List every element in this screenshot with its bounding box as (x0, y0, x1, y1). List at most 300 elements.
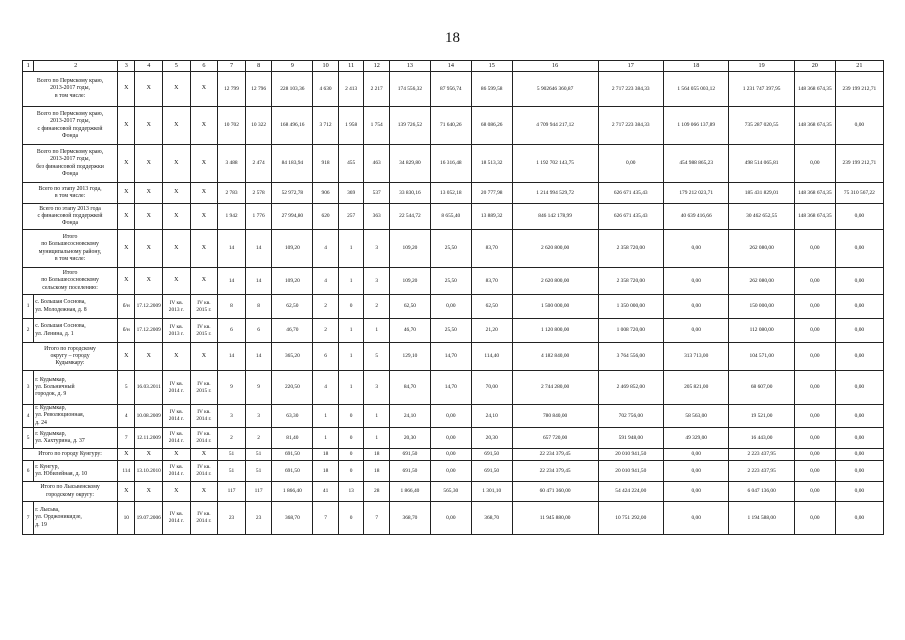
line-text: г. Кунгур, (35, 463, 59, 470)
value-cell: 0,00 (663, 319, 728, 343)
value-cell: 1 500 000,00 (512, 295, 598, 319)
value-cell: 109,20 (272, 230, 313, 268)
value-cell: 4 630 (313, 72, 339, 107)
row-title-cell (23, 268, 118, 295)
value-cell: 3 (245, 405, 272, 428)
value-cell: 1 (338, 343, 364, 371)
value-cell: 16 316,48 (430, 145, 471, 183)
summary-row (23, 268, 884, 295)
line-text: ул. Юбилейная, д. 10 (35, 471, 88, 477)
value-cell: 313 713,00 (663, 343, 728, 371)
value-cell: 0,00 (835, 268, 883, 295)
value-cell: X (163, 107, 191, 145)
value-cell: 14 (245, 230, 272, 268)
value-cell: 0,00 (794, 319, 835, 343)
object-row (23, 461, 884, 482)
object-row (23, 371, 884, 405)
line-text: 2014 г. (168, 518, 184, 524)
line-text: Итого (62, 270, 78, 277)
value-cell: 117 (218, 482, 246, 502)
line-text: ул. Ленина, д. 1 (35, 330, 74, 337)
value-cell: 22 234 379,45 (512, 449, 598, 461)
value-cell: 22 234 379,45 (512, 461, 598, 482)
value-cell: 2 358 720,00 (598, 268, 663, 295)
column-number-cell: 21 (835, 61, 883, 72)
summary-row (23, 230, 884, 268)
value-cell: 2 620 800,00 (512, 230, 598, 268)
value-cell: 62,50 (272, 295, 313, 319)
value-cell: 368,70 (272, 502, 313, 535)
value-cell: X (190, 204, 218, 230)
column-number-cell: 18 (663, 61, 728, 72)
line-text: 2015 г. (196, 387, 212, 394)
value-cell: 5 (364, 343, 390, 371)
line-text: Итого по городу Кунгуру: (38, 450, 102, 457)
value-cell: 365,20 (272, 343, 313, 371)
value-cell: 84 183,94 (272, 145, 313, 183)
value-cell: 1 301,10 (471, 482, 512, 502)
value-cell: 2 (313, 295, 339, 319)
column-number-cell: 12 (364, 61, 390, 72)
line-text: 2015 г. (196, 306, 212, 313)
value-cell: 13 052,18 (430, 183, 471, 204)
column-number-cell: 4 (135, 61, 163, 72)
value-cell: 11 945 880,00 (512, 502, 598, 535)
planned-date-cell (163, 405, 191, 428)
value-cell: 2 717 223 384,33 (598, 72, 663, 107)
value-cell: 148 368 674,35 (794, 107, 835, 145)
line-text: в том числе: (54, 255, 86, 262)
planned-date-cell (190, 405, 218, 428)
value-cell: 0,00 (794, 343, 835, 371)
value-cell: 46,70 (389, 319, 430, 343)
line-text: д. 24 (35, 419, 47, 426)
value-cell: 18 (313, 449, 339, 461)
document-number-cell: б/н (118, 295, 135, 319)
value-cell: 139 726,52 (389, 107, 430, 145)
value-cell: X (118, 449, 135, 461)
value-cell: 0,00 (835, 295, 883, 319)
column-number-cell: 6 (190, 61, 218, 72)
line-text: 2013-2017 годы, (50, 156, 90, 163)
value-cell: 3 (364, 268, 390, 295)
value-cell: 129,10 (389, 343, 430, 371)
value-cell: 1 (338, 268, 364, 295)
value-cell: X (118, 145, 135, 183)
value-cell: 174 556,32 (389, 72, 430, 107)
value-cell: 1 231 747 397,95 (729, 72, 794, 107)
value-cell: 691,50 (389, 461, 430, 482)
value-cell: 84,70 (389, 371, 430, 405)
row-title-cell (23, 107, 118, 145)
column-number-cell: 19 (729, 61, 794, 72)
column-number-cell: 10 (313, 61, 339, 72)
value-cell: 1 754 (364, 107, 390, 145)
value-cell: 1 866,40 (389, 482, 430, 502)
value-cell: X (118, 183, 135, 204)
line-text: ул. Орджоникидзе, (35, 514, 82, 521)
value-cell: 51 (245, 461, 272, 482)
line-text: с финансовой поддержкой (37, 212, 103, 219)
value-cell: 114,40 (471, 343, 512, 371)
value-cell: X (190, 183, 218, 204)
planned-date-cell (163, 371, 191, 405)
data-table-container (22, 60, 884, 535)
value-cell: 4 (313, 268, 339, 295)
value-cell: 0,00 (663, 295, 728, 319)
line-text: г. Кудымкар, (35, 376, 66, 383)
value-cell: 3 (218, 405, 246, 428)
line-text: Всего по этапу 2013 года (39, 205, 101, 212)
line-text: по Большесосновскому (41, 277, 99, 284)
value-cell: 40 639 416,66 (663, 204, 728, 230)
value-cell: 52 972,78 (272, 183, 313, 204)
line-text: сельскому поселению: (42, 284, 98, 291)
planned-date-cell (163, 461, 191, 482)
value-cell: 58 563,00 (663, 405, 728, 428)
value-cell: 20 010 941,50 (598, 461, 663, 482)
line-text: Всего по Пермскому краю, (36, 149, 104, 156)
value-cell: 1 (364, 428, 390, 449)
value-cell: X (135, 230, 163, 268)
line-text: муниципальному району, (38, 248, 102, 255)
value-cell: 262 080,00 (729, 230, 794, 268)
value-cell: X (135, 343, 163, 371)
value-cell: 0 (338, 449, 364, 461)
value-cell: 0,00 (430, 449, 471, 461)
column-number-cell: 17 (598, 61, 663, 72)
document-number-cell: б/н (118, 319, 135, 343)
column-number-cell: 15 (471, 61, 512, 72)
value-cell: 0,00 (794, 295, 835, 319)
value-cell: 657 720,00 (512, 428, 598, 449)
value-cell: 257 (338, 204, 364, 230)
line-text: 2013 г. (168, 306, 184, 313)
value-cell: X (163, 183, 191, 204)
value-cell: 2 744 280,00 (512, 371, 598, 405)
value-cell: 6 (313, 343, 339, 371)
value-cell: X (118, 107, 135, 145)
value-cell: 454 988 865,23 (663, 145, 728, 183)
value-cell: 1 (364, 319, 390, 343)
value-cell: 148 368 674,35 (794, 72, 835, 107)
value-cell: 0 (338, 461, 364, 482)
line-text: городскому округу: (46, 491, 94, 498)
value-cell: 14,70 (430, 343, 471, 371)
value-cell: X (135, 72, 163, 107)
line-text: IV кв. (169, 409, 184, 416)
line-text: 2014 г. (196, 438, 212, 444)
value-cell: 1 (338, 371, 364, 405)
line-text: г. Кудымкар, (35, 430, 66, 437)
value-cell: 10 702 (218, 107, 246, 145)
value-cell: 2 (364, 295, 390, 319)
document-date-cell: 12.11.2009 (135, 428, 163, 449)
document-date-cell: 16.03.2011 (135, 371, 163, 405)
column-number-cell: 7 (218, 61, 246, 72)
value-cell: 150 000,00 (729, 295, 794, 319)
line-text: городок, д. 9 (35, 391, 67, 398)
value-cell: 20 777,98 (471, 183, 512, 204)
line-text: по Большесосновскому (41, 241, 99, 248)
line-text: Всего по Пермскому краю, (36, 111, 104, 118)
value-cell: 463 (364, 145, 390, 183)
object-row (23, 405, 884, 428)
value-cell: 0 (338, 502, 364, 535)
value-cell: 0 (338, 405, 364, 428)
planned-date-cell (163, 295, 191, 319)
value-cell: 0,00 (835, 482, 883, 502)
value-cell: 20 010 941,50 (598, 449, 663, 461)
line-text: 2014 г. (196, 518, 212, 524)
value-cell: 62,50 (471, 295, 512, 319)
value-cell: 2 (313, 319, 339, 343)
value-cell: 68 086,26 (471, 107, 512, 145)
header-row (23, 61, 884, 72)
value-cell: 109,20 (389, 268, 430, 295)
value-cell: X (118, 268, 135, 295)
value-cell: 18 513,32 (471, 145, 512, 183)
line-text: Кудымкару: (55, 360, 85, 367)
value-cell: 4 (313, 371, 339, 405)
line-text: ул. Революционная, (35, 412, 85, 419)
value-cell: 33 830,16 (389, 183, 430, 204)
summary-row (23, 449, 884, 461)
row-title-cell (23, 230, 118, 268)
value-cell: 25,50 (430, 319, 471, 343)
value-cell: 63,30 (272, 405, 313, 428)
value-cell: 455 (338, 145, 364, 183)
value-cell: 0,00 (835, 230, 883, 268)
column-number-cell: 2 (34, 61, 118, 72)
value-cell: 24,10 (389, 405, 430, 428)
line-text: Итого по Лысьвенскому (40, 484, 100, 491)
value-cell: 702 756,00 (598, 405, 663, 428)
line-text: 2014 г. (168, 416, 184, 422)
line-text: IV кв. (197, 380, 211, 387)
line-text: с. Большая Соснова, (35, 299, 86, 306)
value-cell: 28 (364, 482, 390, 502)
row-number-cell: 6 (23, 461, 34, 482)
value-cell: 205 821,00 (663, 371, 728, 405)
value-cell: 2 358 720,00 (598, 230, 663, 268)
value-cell: 0,00 (835, 107, 883, 145)
value-cell: 14 (218, 343, 246, 371)
summary-row (23, 204, 884, 230)
value-cell: 591 948,00 (598, 428, 663, 449)
value-cell: 0,00 (835, 461, 883, 482)
value-cell: 86 599,58 (471, 72, 512, 107)
value-cell: 2 620 800,00 (512, 268, 598, 295)
value-cell: 0,00 (794, 428, 835, 449)
planned-date-cell (190, 502, 218, 535)
value-cell: 14 (245, 268, 272, 295)
value-cell: 9 (218, 371, 246, 405)
line-text: в том числе: (54, 193, 86, 199)
row-number-cell: 2 (23, 319, 34, 343)
value-cell: 104 571,00 (729, 343, 794, 371)
value-cell: 0,00 (794, 371, 835, 405)
line-text: IV кв. (197, 431, 211, 438)
value-cell: 368,70 (389, 502, 430, 535)
document-number-cell: 4 (118, 405, 135, 428)
value-cell: 1 109 066 137,89 (663, 107, 728, 145)
value-cell: 6 (245, 319, 272, 343)
value-cell: 0,00 (794, 405, 835, 428)
address-cell (34, 405, 118, 428)
address-cell (34, 295, 118, 319)
address-cell (34, 461, 118, 482)
value-cell: X (118, 204, 135, 230)
value-cell: 2 474 (245, 145, 272, 183)
column-number-cell: 1 (23, 61, 34, 72)
line-text: с. Большая Соснова, (35, 323, 86, 330)
value-cell: 3 712 (313, 107, 339, 145)
value-cell: 0,00 (663, 230, 728, 268)
value-cell: 0,00 (794, 502, 835, 535)
value-cell: 10 751 292,00 (598, 502, 663, 535)
value-cell: 2 223 437,95 (729, 461, 794, 482)
value-cell: 691,50 (471, 449, 512, 461)
value-cell: 0,00 (794, 268, 835, 295)
value-cell: 0,00 (663, 449, 728, 461)
line-text: г. Лысьва, (35, 507, 60, 514)
value-cell: 54 424 224,00 (598, 482, 663, 502)
line-text: Всего по Пермскому краю, (36, 78, 104, 85)
value-cell: 906 (313, 183, 339, 204)
address-cell (34, 319, 118, 343)
value-cell: 626 671 435,43 (598, 183, 663, 204)
line-text: 2014 г. (168, 438, 184, 444)
line-text: с финансовой поддержкой (37, 125, 103, 132)
value-cell: 5 902646 360,87 (512, 72, 598, 107)
value-cell: 1 194 588,00 (729, 502, 794, 535)
page-number: 18 (445, 30, 460, 46)
value-cell: 0,00 (663, 268, 728, 295)
value-cell: 918 (313, 145, 339, 183)
value-cell: 0,00 (835, 405, 883, 428)
value-cell: 2 413 (338, 72, 364, 107)
value-cell: 2 223 437,95 (729, 449, 794, 461)
value-cell: 626 671 435,43 (598, 204, 663, 230)
value-cell: 14 (218, 230, 246, 268)
value-cell: X (190, 230, 218, 268)
value-cell: 0,00 (430, 502, 471, 535)
line-text: 2014 г. (168, 471, 184, 477)
value-cell: 1 (313, 405, 339, 428)
value-cell: 7 (313, 502, 339, 535)
value-cell: 1 192 702 143,75 (512, 145, 598, 183)
value-cell: 0,00 (835, 343, 883, 371)
value-cell: 30 462 652,55 (729, 204, 794, 230)
value-cell: 1 866,40 (272, 482, 313, 502)
value-cell: 0,00 (835, 204, 883, 230)
summary-row (23, 107, 884, 145)
value-cell: 6 047 136,00 (729, 482, 794, 502)
summary-row (23, 72, 884, 107)
planned-date-cell (190, 461, 218, 482)
row-title-cell (23, 145, 118, 183)
value-cell: X (118, 343, 135, 371)
value-cell: 2 217 (364, 72, 390, 107)
value-cell: 21,20 (471, 319, 512, 343)
value-cell: 239 199 212,71 (835, 145, 883, 183)
value-cell: 25,50 (430, 268, 471, 295)
value-cell: 20,30 (389, 428, 430, 449)
value-cell: 14 (218, 268, 246, 295)
value-cell: 14,70 (430, 371, 471, 405)
value-cell: 1 214 994 529,72 (512, 183, 598, 204)
document-number-cell: 7 (118, 428, 135, 449)
value-cell: 0,00 (663, 461, 728, 482)
value-cell: 228 103,36 (272, 72, 313, 107)
line-text: Всего по этапу 2013 года, (38, 185, 102, 192)
value-cell: 6 (218, 319, 246, 343)
value-cell: 262 080,00 (729, 268, 794, 295)
value-cell: 62,50 (389, 295, 430, 319)
value-cell: X (163, 343, 191, 371)
value-cell: 2 783 (218, 183, 246, 204)
value-cell: X (163, 449, 191, 461)
document-date-cell: 10.08.2009 (135, 405, 163, 428)
value-cell: 846 142 178,99 (512, 204, 598, 230)
value-cell: X (190, 107, 218, 145)
value-cell: X (135, 145, 163, 183)
value-cell: 2 578 (245, 183, 272, 204)
line-text: без финансовой поддержки (36, 163, 104, 170)
value-cell: 780 840,00 (512, 405, 598, 428)
summary-row (23, 183, 884, 204)
value-cell: 4 (313, 230, 339, 268)
column-number-cell: 11 (338, 61, 364, 72)
line-text: Итого (62, 234, 78, 241)
document-number-cell: 10 (118, 502, 135, 535)
value-cell: 0,00 (835, 319, 883, 343)
value-cell: 0,00 (598, 145, 663, 183)
value-cell: 13 (338, 482, 364, 502)
value-cell: 19 521,00 (729, 405, 794, 428)
value-cell: 0,00 (794, 145, 835, 183)
value-cell: 363 (364, 204, 390, 230)
value-cell: 8 (218, 295, 246, 319)
line-text: ул. Молодежная, д. 8 (35, 306, 87, 313)
column-number-cell: 3 (118, 61, 135, 72)
value-cell: 1 (338, 230, 364, 268)
value-cell: 87 956,74 (430, 72, 471, 107)
line-text: в том числе: (54, 92, 86, 99)
value-cell: 0,00 (794, 482, 835, 502)
planned-date-cell (190, 319, 218, 343)
value-cell: 70,00 (471, 371, 512, 405)
value-cell: 49 329,00 (663, 428, 728, 449)
value-cell: 20,30 (471, 428, 512, 449)
line-text: IV кв. (197, 299, 211, 306)
value-cell: 3 (364, 230, 390, 268)
value-cell: 620 (313, 204, 339, 230)
line-text: IV кв. (169, 323, 184, 330)
value-cell: 18 (364, 449, 390, 461)
summary-row (23, 145, 884, 183)
object-row (23, 319, 884, 343)
data-table (22, 60, 884, 535)
value-cell: X (190, 145, 218, 183)
row-number-cell: 5 (23, 428, 34, 449)
value-cell: X (190, 343, 218, 371)
value-cell: X (163, 72, 191, 107)
value-cell: X (163, 145, 191, 183)
value-cell: 83,70 (471, 230, 512, 268)
value-cell: 68 607,00 (729, 371, 794, 405)
